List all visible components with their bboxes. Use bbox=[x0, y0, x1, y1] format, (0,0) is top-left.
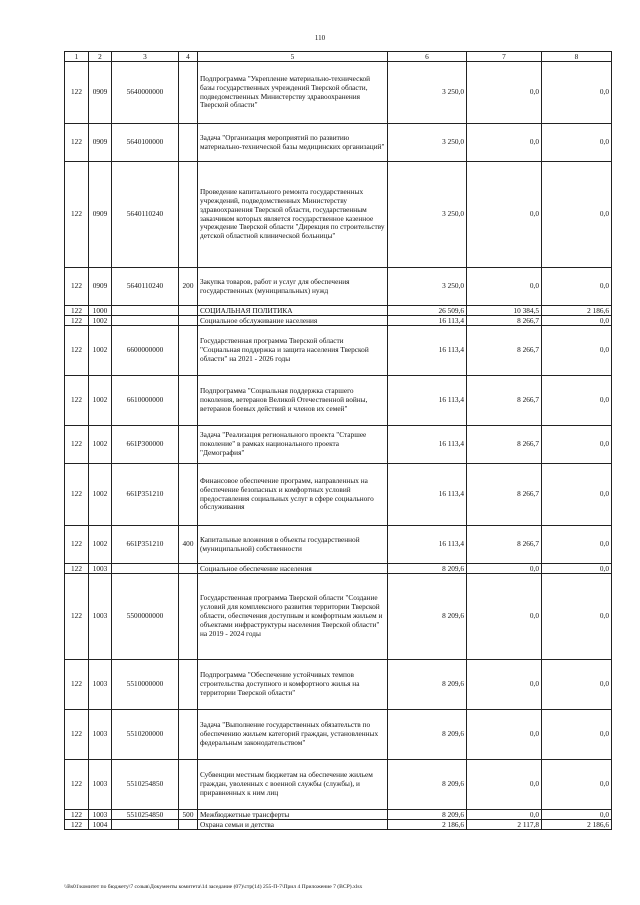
expense-type-cell bbox=[179, 574, 198, 660]
description-cell: Задача "Выполнение государственных обязательств по обеспечению жильем категорий граждан, установленных федеральным законодательством" bbox=[198, 710, 388, 760]
budget-table bbox=[64, 51, 612, 830]
target-article-cell: 5640000000 bbox=[112, 62, 179, 124]
admin-code-cell: 122 bbox=[65, 810, 89, 820]
expense-type-cell bbox=[179, 162, 198, 268]
expense-type-cell bbox=[179, 316, 198, 326]
table-row bbox=[65, 464, 612, 526]
target-article-cell: 661P351210 bbox=[112, 526, 179, 564]
target-article-cell: 5640110240 bbox=[112, 162, 179, 268]
column-number: 6 bbox=[388, 52, 467, 62]
amount-year1-cell: 16 113,4 bbox=[388, 426, 467, 464]
section-code-cell: 1002 bbox=[89, 426, 112, 464]
target-article-cell: 6610000000 bbox=[112, 376, 179, 426]
column-number: 1 bbox=[65, 52, 89, 62]
table-row bbox=[65, 660, 612, 710]
target-article-cell bbox=[112, 306, 179, 316]
expense-type-cell bbox=[179, 760, 198, 810]
target-article-cell: 5510254850 bbox=[112, 760, 179, 810]
description-cell: Финансовое обеспечение программ, направленных на обеспечение безопасных и комфортных условий предоставления социальных услуг в сфере социального обслуживания bbox=[198, 464, 388, 526]
amount-year3-cell: 0,0 bbox=[542, 810, 612, 820]
section-code-cell: 1002 bbox=[89, 464, 112, 526]
amount-year1-cell: 2 186,6 bbox=[388, 820, 467, 830]
column-number-row bbox=[65, 52, 612, 62]
amount-year1-cell: 8 209,6 bbox=[388, 760, 467, 810]
table-row bbox=[65, 306, 612, 316]
table-row bbox=[65, 526, 612, 564]
amount-year1-cell: 3 250,0 bbox=[388, 124, 467, 162]
section-code-cell: 1002 bbox=[89, 316, 112, 326]
amount-year2-cell: 8 266,7 bbox=[467, 376, 542, 426]
amount-year1-cell: 26 509,6 bbox=[388, 306, 467, 316]
amount-year1-cell: 8 209,6 bbox=[388, 564, 467, 574]
description-cell: Межбюджетные трансферты bbox=[198, 810, 388, 820]
expense-type-cell bbox=[179, 426, 198, 464]
amount-year3-cell: 0,0 bbox=[542, 760, 612, 810]
admin-code-cell: 122 bbox=[65, 326, 89, 376]
amount-year2-cell: 0,0 bbox=[467, 574, 542, 660]
amount-year1-cell: 3 250,0 bbox=[388, 268, 467, 306]
amount-year2-cell: 8 266,7 bbox=[467, 464, 542, 526]
column-number: 3 bbox=[112, 52, 179, 62]
expense-type-cell bbox=[179, 306, 198, 316]
table-row bbox=[65, 574, 612, 660]
section-code-cell: 0909 bbox=[89, 124, 112, 162]
amount-year1-cell: 16 113,4 bbox=[388, 526, 467, 564]
description-cell: Подпрограмма "Обеспечение устойчивых темпов строительства доступного и комфортного жилья на территории Тверской области" bbox=[198, 660, 388, 710]
table-row bbox=[65, 710, 612, 760]
target-article-cell: 5500000000 bbox=[112, 574, 179, 660]
section-code-cell: 1003 bbox=[89, 564, 112, 574]
admin-code-cell: 122 bbox=[65, 376, 89, 426]
admin-code-cell: 122 bbox=[65, 574, 89, 660]
amount-year2-cell: 2 117,8 bbox=[467, 820, 542, 830]
amount-year3-cell: 0,0 bbox=[542, 62, 612, 124]
admin-code-cell: 122 bbox=[65, 564, 89, 574]
admin-code-cell: 122 bbox=[65, 710, 89, 760]
amount-year2-cell: 10 384,5 bbox=[467, 306, 542, 316]
description-cell: Охрана семьи и детства bbox=[198, 820, 388, 830]
amount-year1-cell: 3 250,0 bbox=[388, 62, 467, 124]
amount-year2-cell: 0,0 bbox=[467, 124, 542, 162]
amount-year2-cell: 8 266,7 bbox=[467, 526, 542, 564]
section-code-cell: 1003 bbox=[89, 710, 112, 760]
expense-type-cell: 500 bbox=[179, 810, 198, 820]
table-row bbox=[65, 162, 612, 268]
description-cell: Государственная программа Тверской области "Создание условий для комплексного развития территории Тверской области, обеспечения доступным и комфортным жильем и объектами инфраструктуры населения Тверской области" на 2019 - 2024 годы bbox=[198, 574, 388, 660]
expense-type-cell: 400 bbox=[179, 526, 198, 564]
amount-year3-cell: 0,0 bbox=[542, 526, 612, 564]
table-row bbox=[65, 376, 612, 426]
amount-year3-cell: 0,0 bbox=[542, 326, 612, 376]
admin-code-cell: 122 bbox=[65, 62, 89, 124]
amount-year1-cell: 8 209,6 bbox=[388, 660, 467, 710]
amount-year2-cell: 0,0 bbox=[467, 268, 542, 306]
amount-year1-cell: 8 209,6 bbox=[388, 710, 467, 760]
description-cell: Социальное обеспечение населения bbox=[198, 564, 388, 574]
expense-type-cell: 200 bbox=[179, 268, 198, 306]
expense-type-cell bbox=[179, 376, 198, 426]
table-row bbox=[65, 124, 612, 162]
target-article-cell: 661P300000 bbox=[112, 426, 179, 464]
target-article-cell bbox=[112, 316, 179, 326]
section-code-cell: 1000 bbox=[89, 306, 112, 316]
amount-year1-cell: 16 113,4 bbox=[388, 376, 467, 426]
amount-year2-cell: 0,0 bbox=[467, 564, 542, 574]
table-row bbox=[65, 268, 612, 306]
amount-year1-cell: 16 113,4 bbox=[388, 326, 467, 376]
amount-year3-cell: 0,0 bbox=[542, 316, 612, 326]
amount-year3-cell: 2 186,6 bbox=[542, 820, 612, 830]
amount-year2-cell: 0,0 bbox=[467, 162, 542, 268]
column-number: 4 bbox=[179, 52, 198, 62]
amount-year3-cell: 0,0 bbox=[542, 464, 612, 526]
table-row bbox=[65, 564, 612, 574]
table-row bbox=[65, 426, 612, 464]
section-code-cell: 0909 bbox=[89, 268, 112, 306]
column-number: 7 bbox=[467, 52, 542, 62]
amount-year2-cell: 8 266,7 bbox=[467, 326, 542, 376]
amount-year2-cell: 0,0 bbox=[467, 660, 542, 710]
table-row bbox=[65, 326, 612, 376]
description-cell: СОЦИАЛЬНАЯ ПОЛИТИКА bbox=[198, 306, 388, 316]
section-code-cell: 0909 bbox=[89, 162, 112, 268]
admin-code-cell: 122 bbox=[65, 660, 89, 710]
expense-type-cell bbox=[179, 564, 198, 574]
amount-year3-cell: 0,0 bbox=[542, 660, 612, 710]
description-cell: Закупка товаров, работ и услуг для обеспечения государственных (муниципальных) нужд bbox=[198, 268, 388, 306]
description-cell: Задача "Организация мероприятий по развитию материально-технической базы медицинских организаций" bbox=[198, 124, 388, 162]
amount-year3-cell: 0,0 bbox=[542, 426, 612, 464]
description-cell: Задача "Реализация регионального проекта "Старшее поколение" в рамках национального проекта "Демография" bbox=[198, 426, 388, 464]
table-row bbox=[65, 820, 612, 830]
expense-type-cell bbox=[179, 710, 198, 760]
expense-type-cell bbox=[179, 464, 198, 526]
admin-code-cell: 122 bbox=[65, 316, 89, 326]
section-code-cell: 1002 bbox=[89, 376, 112, 426]
table-row bbox=[65, 760, 612, 810]
column-number: 2 bbox=[89, 52, 112, 62]
amount-year1-cell: 8 209,6 bbox=[388, 574, 467, 660]
section-code-cell: 1002 bbox=[89, 526, 112, 564]
admin-code-cell: 122 bbox=[65, 464, 89, 526]
target-article-cell: 6600000000 bbox=[112, 326, 179, 376]
expense-type-cell bbox=[179, 660, 198, 710]
table-row bbox=[65, 810, 612, 820]
target-article-cell: 5510000000 bbox=[112, 660, 179, 710]
expense-type-cell bbox=[179, 326, 198, 376]
table-row bbox=[65, 316, 612, 326]
amount-year2-cell: 8 266,7 bbox=[467, 316, 542, 326]
amount-year2-cell: 0,0 bbox=[467, 810, 542, 820]
section-code-cell: 1003 bbox=[89, 660, 112, 710]
target-article-cell: 5510254850 bbox=[112, 810, 179, 820]
amount-year3-cell: 0,0 bbox=[542, 564, 612, 574]
target-article-cell bbox=[112, 564, 179, 574]
description-cell: Проведение капитального ремонта государственных учреждений, подведомственных Министерству здравоохранения Тверской области, государственным заказчиком которых является государственное казенное учреждение Тверской области "Дирекция по строительству детской областной клинической больницы" bbox=[198, 162, 388, 268]
target-article-cell bbox=[112, 820, 179, 830]
column-number: 5 bbox=[198, 52, 388, 62]
amount-year2-cell: 0,0 bbox=[467, 710, 542, 760]
admin-code-cell: 122 bbox=[65, 526, 89, 564]
admin-code-cell: 122 bbox=[65, 820, 89, 830]
section-code-cell: 0909 bbox=[89, 62, 112, 124]
page-number: 110 bbox=[314, 34, 326, 42]
admin-code-cell: 122 bbox=[65, 426, 89, 464]
amount-year1-cell: 8 209,6 bbox=[388, 810, 467, 820]
amount-year3-cell: 0,0 bbox=[542, 268, 612, 306]
amount-year2-cell: 0,0 bbox=[467, 62, 542, 124]
amount-year1-cell: 16 113,4 bbox=[388, 464, 467, 526]
amount-year3-cell: 0,0 bbox=[542, 162, 612, 268]
admin-code-cell: 122 bbox=[65, 268, 89, 306]
description-cell: Подпрограмма "Укрепление материально-технической базы государственных учреждений Тверской области, подведомственных Министерству здравоохранения Тверской области" bbox=[198, 62, 388, 124]
target-article-cell: 5640100000 bbox=[112, 124, 179, 162]
description-cell: Социальное обслуживание населения bbox=[198, 316, 388, 326]
description-cell: Капитальные вложения в объекты государственной (муниципальной) собственности bbox=[198, 526, 388, 564]
target-article-cell: 5640110240 bbox=[112, 268, 179, 306]
amount-year2-cell: 8 266,7 bbox=[467, 426, 542, 464]
description-cell: Государственная программа Тверской области "Социальная поддержка и защита населения Тверской области" на 2021 - 2026 годы bbox=[198, 326, 388, 376]
amount-year3-cell: 0,0 bbox=[542, 124, 612, 162]
description-cell: Подпрограмма "Социальная поддержка старшего поколения, ветеранов Великой Отечественной войны, ветеранов боевых действий и членов их семей" bbox=[198, 376, 388, 426]
amount-year3-cell: 2 186,6 bbox=[542, 306, 612, 316]
amount-year1-cell: 16 113,4 bbox=[388, 316, 467, 326]
description-cell: Субвенции местным бюджетам на обеспечение жильем граждан, уволенных с военной службы (службы), и приравненных к ним лиц bbox=[198, 760, 388, 810]
amount-year2-cell: 0,0 bbox=[467, 760, 542, 810]
target-article-cell: 5510200000 bbox=[112, 710, 179, 760]
admin-code-cell: 122 bbox=[65, 124, 89, 162]
expense-type-cell bbox=[179, 124, 198, 162]
file-path-footer: \\Bs01\комитет по бюджету\7 созыв\Документы комитета\14 заседание (07)\стр(14) 255-П-7\Прил 4 Приложение 7 (ВСР).xlsx bbox=[64, 884, 363, 890]
amount-year3-cell: 0,0 bbox=[542, 574, 612, 660]
table-row bbox=[65, 62, 612, 124]
expense-type-cell bbox=[179, 820, 198, 830]
column-number: 8 bbox=[542, 52, 612, 62]
target-article-cell: 661P351210 bbox=[112, 464, 179, 526]
admin-code-cell: 122 bbox=[65, 760, 89, 810]
expense-type-cell bbox=[179, 62, 198, 124]
amount-year3-cell: 0,0 bbox=[542, 710, 612, 760]
section-code-cell: 1003 bbox=[89, 574, 112, 660]
admin-code-cell: 122 bbox=[65, 306, 89, 316]
section-code-cell: 1004 bbox=[89, 820, 112, 830]
section-code-cell: 1003 bbox=[89, 760, 112, 810]
section-code-cell: 1002 bbox=[89, 326, 112, 376]
admin-code-cell: 122 bbox=[65, 162, 89, 268]
section-code-cell: 1003 bbox=[89, 810, 112, 820]
amount-year1-cell: 3 250,0 bbox=[388, 162, 467, 268]
amount-year3-cell: 0,0 bbox=[542, 376, 612, 426]
